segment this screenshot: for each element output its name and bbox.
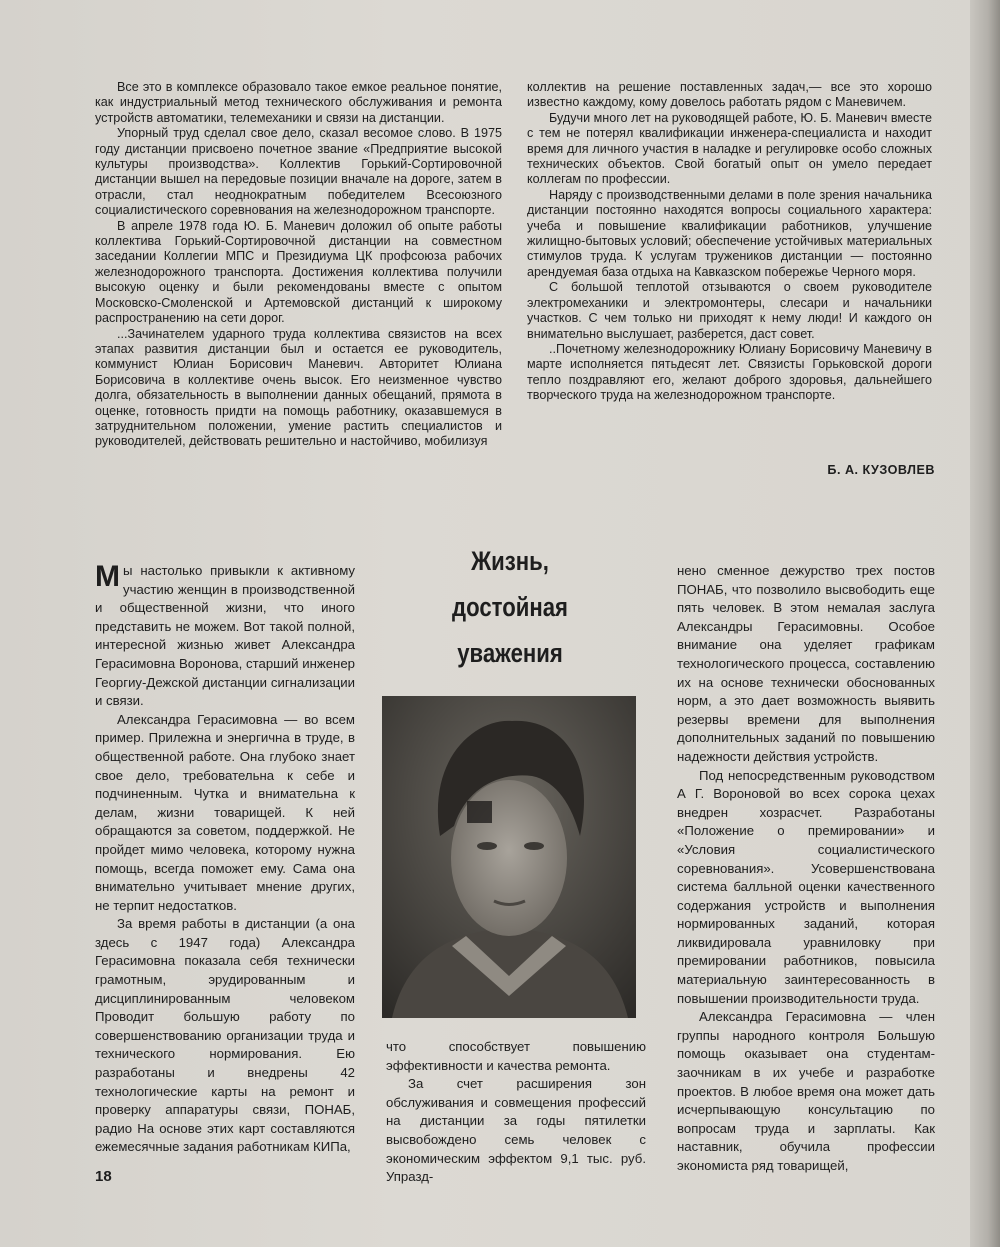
article-headline (416, 538, 605, 676)
page-number: 18 (95, 1168, 112, 1185)
bottom-middle-column (386, 1038, 646, 1187)
bottom-left-column (95, 562, 355, 1157)
headline-line-2: достойная уважения (452, 592, 568, 668)
paragraph: Александра Герасимовна — во всем пример. Прилежна и энергична в труде, в общественной работе. Она глубоко знает свое дело, требовательна к себе и подчиненным. Чутка и внимательна к делам, жизни товарищей. К ней обращаются за советом, поддержкой. Не пройдет мимо человека, которому нужна помощь, всегда поможет ему. Сама она внимательно учитывает мнение других, не терпит недостатков. (95, 711, 355, 913)
paragraph: За время работы в дистанции (а она здесь с 1947 года) Александра Герасимовна показала себя технически грамотным, эрудированным и дисциплинированным человеком Проводит большую работу по совершенствованию организации труда и технического нормирования. Ею разработаны и внедрены 42 технологические карты на ремонт и проверку аппаратуры связи, ПОНАБ, радио На основе этих карт составляются ежемесячные задания работникам КИПа, (95, 916, 355, 1155)
paragraph: Упорный труд сделал свое дело, сказал весомое слово. В 1975 году дистанции присвоено почетное звание «Предприятие высокой культуры производства». Коллектив Горький-Сортировочной дистанции вышел на передовые позиции вначале на дороге, затем в отрасли, стал неоднократным победителем Всесоюзного социалистического соревнования на железнодорожном транспорте. (95, 126, 502, 218)
bottom-right-column (677, 562, 935, 1176)
paragraph: Наряду с производственными делами в поле зрения начальника дистанции постоянно находятся вопросы социального характера: учеба и повышение квалификации работников, улучшение жилищно-бытовых условий; обеспечение устойчивых материальных стимулов труда. К услугам тружеников дистанции — постоянно арендуемая база отдыха на Кавказском побережье Черного моря. (527, 187, 932, 279)
paragraph: Александра Герасимовна — член группы народного контроля Большую помощь оказывает она студентам-заочникам в их учебе и разработке проектов. В любое время она может дать исчерпывающую консультацию по вопросам труда и зарплаты. Как наставник, обучила профессии экономиста ряд товарищей, (677, 1009, 935, 1173)
top-left-column (95, 80, 502, 450)
paragraph: С большой теплотой отзываются о своем руководителе электромеханики и электромонтеры, слесари и начальники участков. С чем только ни приходят к нему люди! И каждого он внимательно выслушает, разберется, даст совет. (527, 280, 932, 341)
portrait-image (382, 696, 636, 1018)
paragraph: За счет расширения зон обслуживания и совмещения профессий на дистанции за годы пятилетки высвобождено семь человек с экономическим эффектом 9,1 тыс. руб. Упразд- (386, 1076, 646, 1185)
book-spine-shadow (970, 0, 1000, 1247)
headline-line-1: Жизнь, (471, 546, 549, 576)
paragraph: Под непосредственным руководством А Г. Вороновой во всех сорока цехах внедрен хозрасчет. Разработаны «Положение о премировании» и «Условия социалистического соревнования». Усовершенствована система балльной оценки качественного содержания устройств и выполнения нормированных заданий, которая ликвидировала уравниловку при премировании работников, повысила материальную заинтересованность в повышении производительности труда. (677, 767, 935, 1006)
top-right-column (527, 80, 932, 404)
paragraph: ...Зачинателем ударного труда коллектива связистов на всех этапах развития дистанции был и остается ее руководитель, коммунист Юлиан Борисович Маневич. Авторитет Юлиана Борисовича в коллективе очень высок. Его неизменное чувство долга, обязательность в выполнении данных обещаний, прямота в оценке, готовность придти на помощь работнику, оказавшемуся в затруднительном положении, умение растить специалистов и руководителей, действовать решительно и настойчиво, мобилизуя (95, 326, 502, 449)
dropcap: М (95, 560, 120, 593)
portrait-photo (382, 696, 636, 1018)
paragraph: что способствует повышению эффективности и качества ремонта. (386, 1039, 646, 1073)
paragraph: нено сменное дежурство трех постов ПОНАБ, что позволило высвободить еще пять человек. В этом немалая заслуга Александры Герасимовны. Особое внимание она уделяет графикам технологического процесса, составлению их на основе технически обоснованных норм, а это дает возможность выявить резервы времени для выполнения дополнительных заданий по повышению надежности действия устройств. (677, 563, 935, 764)
lead-paragraph-text: ы настолько привыкли к активному участию женщин в производственной и общественной жизни, что иного представить не можем. Вот такой полной, интересной жизнью живет Александра Герасимовна Воронова, старший инженер Георгиу-Дежской дистанции сигнализации и связи. (95, 563, 355, 709)
lead-paragraph (95, 562, 355, 711)
paragraph: В апреле 1978 года Ю. Б. Маневич доложил об опыте работы коллектива Горький-Сортировочной дистанции на совместном заседании Коллегии МПС и Президиума ЦК профсоюза рабочих железнодорожного транспорта. Достижения коллектива получили высокую оценку и были рекомендованы вместе с опытом Московско-Смоленской и Артемовской дистанций к широкому распространению на сети дорог. (95, 218, 502, 326)
paragraph: ..Почетному железнодорожнику Юлиану Борисовичу Маневичу в марте исполняется пятьдесят лет. Связисты Горьковской дороги тепло поздравляют его, желают доброго здоровья, дальнейшего творческого труда на железнодорожном транспорте. (527, 341, 932, 403)
author-signature: Б. А. КУЗОВЛЕВ (827, 463, 935, 477)
paragraph: коллектив на решение поставленных задач,— все это хорошо известно каждому, кому довелось работать рядом с Маневичем. (527, 80, 932, 110)
paragraph: Будучи много лет на руководящей работе, Ю. Б. Маневич вместе с тем не потерял квалификации инженера-специалиста и находит время для личного участия в наладке и регулировке особо сложных технических объектов. Свой богатый опыт он умело передает коллегам по профессии. (527, 110, 932, 187)
paragraph: Все это в комплексе образовало такое емкое реальное понятие, как индустриальный метод технического обслуживания и ремонта устройств автоматики, телемеханики и связи на дистанции. (95, 80, 502, 125)
